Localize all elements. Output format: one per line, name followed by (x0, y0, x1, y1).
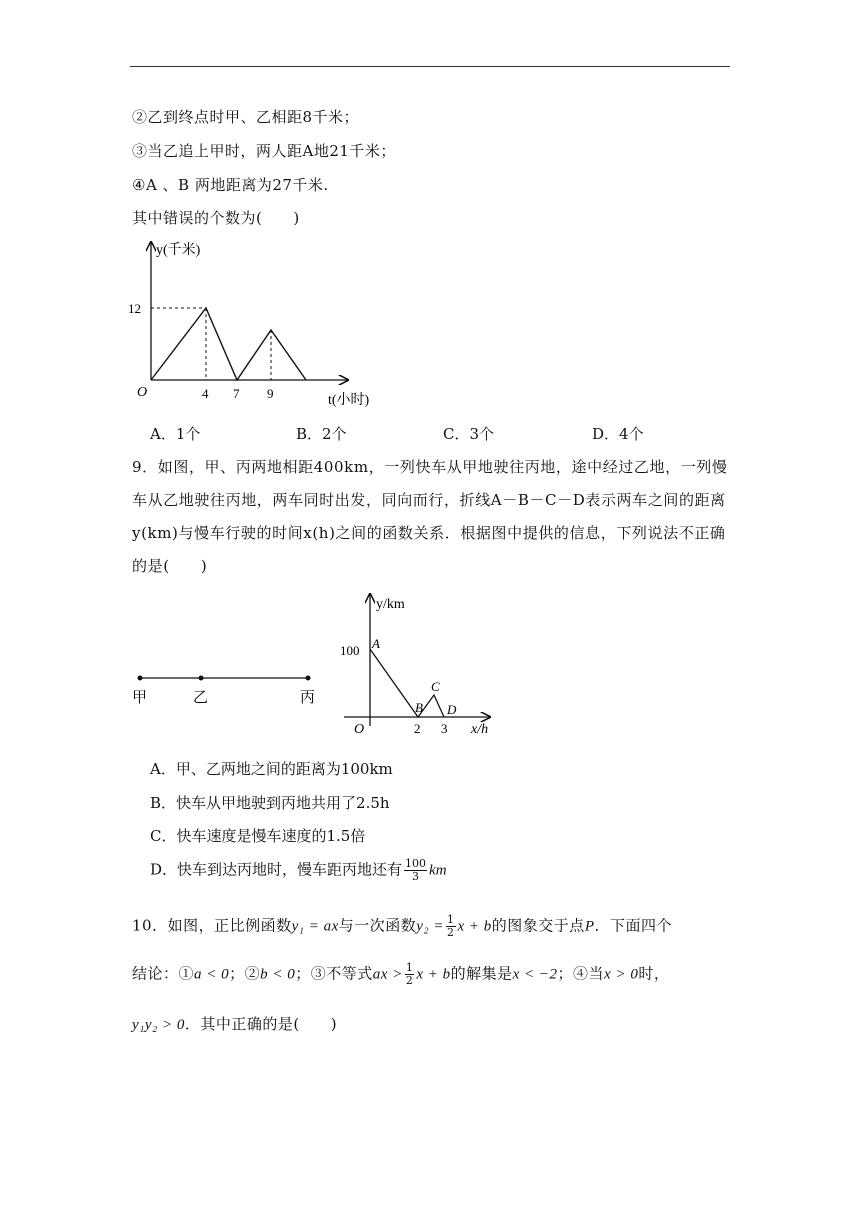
q9-option-d-unit: km (429, 862, 447, 879)
fraction-numerator: 100 (405, 857, 427, 870)
x-tick-4: 4 (202, 386, 209, 401)
x-tick-7: 7 (233, 386, 240, 401)
fraction-100-over-3 (404, 858, 427, 883)
q10-formula: x > 0 (604, 966, 639, 983)
fraction-one-half (446, 914, 456, 939)
q10-formula: y₁y₂ > 0 (132, 1017, 185, 1033)
x-axis-label: x/h (471, 722, 489, 737)
q10-formula: x + b (457, 918, 492, 935)
point-b-label: B (415, 700, 423, 715)
q10-formula: x < −2 (512, 966, 558, 983)
origin-label: O (137, 385, 148, 400)
x-tick-9: 9 (267, 386, 274, 401)
question-9-text: 9．如图，甲、丙两地相距400km，一列快车从甲地驶往丙地，途中经过乙地，一列慢车从乙地驶往丙地，两车同时出发，同向而行，折线A－B－C－D表示两车之间的距离y(km)与慢车行驶的时间x(h)之间的函数关系．根据图中提供的信息，下列说法不正确的是( ) (132, 458, 728, 575)
option-a: A．1个 (150, 425, 201, 443)
q9-option-b: B．快车从甲地驶到丙地共用了2.5h (150, 794, 390, 812)
fraction-denominator: 3 (412, 870, 420, 883)
q10-text: 与一次函数 (338, 916, 417, 935)
q9-option-d (150, 858, 447, 883)
q10-text: 的图象交于点 (491, 916, 585, 935)
statement-4: ④A 、B 两地距离为27千米. (132, 176, 329, 194)
question-prompt: 其中错误的个数为( ) (132, 209, 300, 227)
statement-2: ②乙到终点时甲、乙相距8千米； (132, 108, 360, 126)
q10-text: ；④当 (557, 964, 605, 983)
x-tick-3: 3 (441, 721, 448, 736)
q10-point-p: P (584, 918, 595, 935)
q10-line-3 (132, 1013, 337, 1034)
q10-formula: b < 0 (260, 966, 296, 983)
x-tick-2: 2 (414, 721, 421, 736)
header-rule (130, 66, 730, 67)
fraction-denominator: 2 (405, 974, 414, 987)
point-a-label: A (372, 636, 380, 651)
fraction-one-half (405, 962, 415, 987)
origin-label: O (354, 722, 365, 737)
road-diagram (130, 660, 330, 710)
q10-formula: x + b (416, 966, 451, 983)
point-bing (306, 676, 311, 681)
option-c: C．3个 (443, 425, 495, 443)
q10-text: ．下面四个 (594, 916, 672, 935)
fraction-numerator: 1 (447, 913, 455, 926)
q10-formula: ax > (372, 966, 403, 983)
distance-time-graph (130, 236, 370, 411)
q10-text: 的解集是 (450, 964, 513, 983)
q10-line-2 (132, 962, 669, 987)
q10-line-1 (132, 914, 672, 939)
label-jia: 甲 (132, 690, 148, 706)
y-axis-label: y/km (376, 597, 405, 612)
q10-text: 结论：① (132, 964, 195, 983)
q9-option-c: C．快车速度是慢车速度的1.5倍 (150, 827, 366, 845)
statement-3: ③当乙追上甲时，两人距A地21千米； (132, 142, 396, 160)
point-jia (138, 676, 143, 681)
x-axis-label: t(小时) (328, 393, 370, 408)
q9-option-d-text: D．快车到达丙地时，慢车距丙地还有 (150, 860, 403, 879)
y-tick-12: 12 (128, 301, 141, 316)
point-c-label: C (431, 679, 440, 694)
y-tick-100: 100 (340, 643, 360, 658)
point-yi (199, 676, 204, 681)
q10-text: ；③不等式 (295, 964, 373, 983)
q10-formula: a < 0 (194, 966, 230, 983)
option-d: D．4个 (592, 425, 644, 443)
label-bing: 丙 (300, 690, 316, 706)
y-axis-label: y(千米) (156, 243, 201, 258)
option-b: B．2个 (296, 425, 347, 443)
distance-line (151, 308, 306, 380)
q9-option-a: A．甲、乙两地之间的距离为100km (150, 760, 393, 778)
q10-text: ；② (229, 964, 261, 983)
point-d-label: D (447, 702, 457, 717)
cars-distance-graph (336, 590, 506, 740)
fraction-numerator: 1 (405, 961, 414, 974)
fraction-denominator: 2 (447, 926, 455, 939)
label-yi: 乙 (193, 690, 209, 706)
q10-text: 时， (638, 964, 670, 983)
q10-formula-y2: y₂ = (416, 918, 445, 935)
q10-text: ．其中正确的是( ) (184, 1015, 338, 1033)
q10-formula-y1: y₁ = ax (291, 918, 339, 935)
q10-text: 10．如图，正比例函数 (132, 916, 292, 935)
